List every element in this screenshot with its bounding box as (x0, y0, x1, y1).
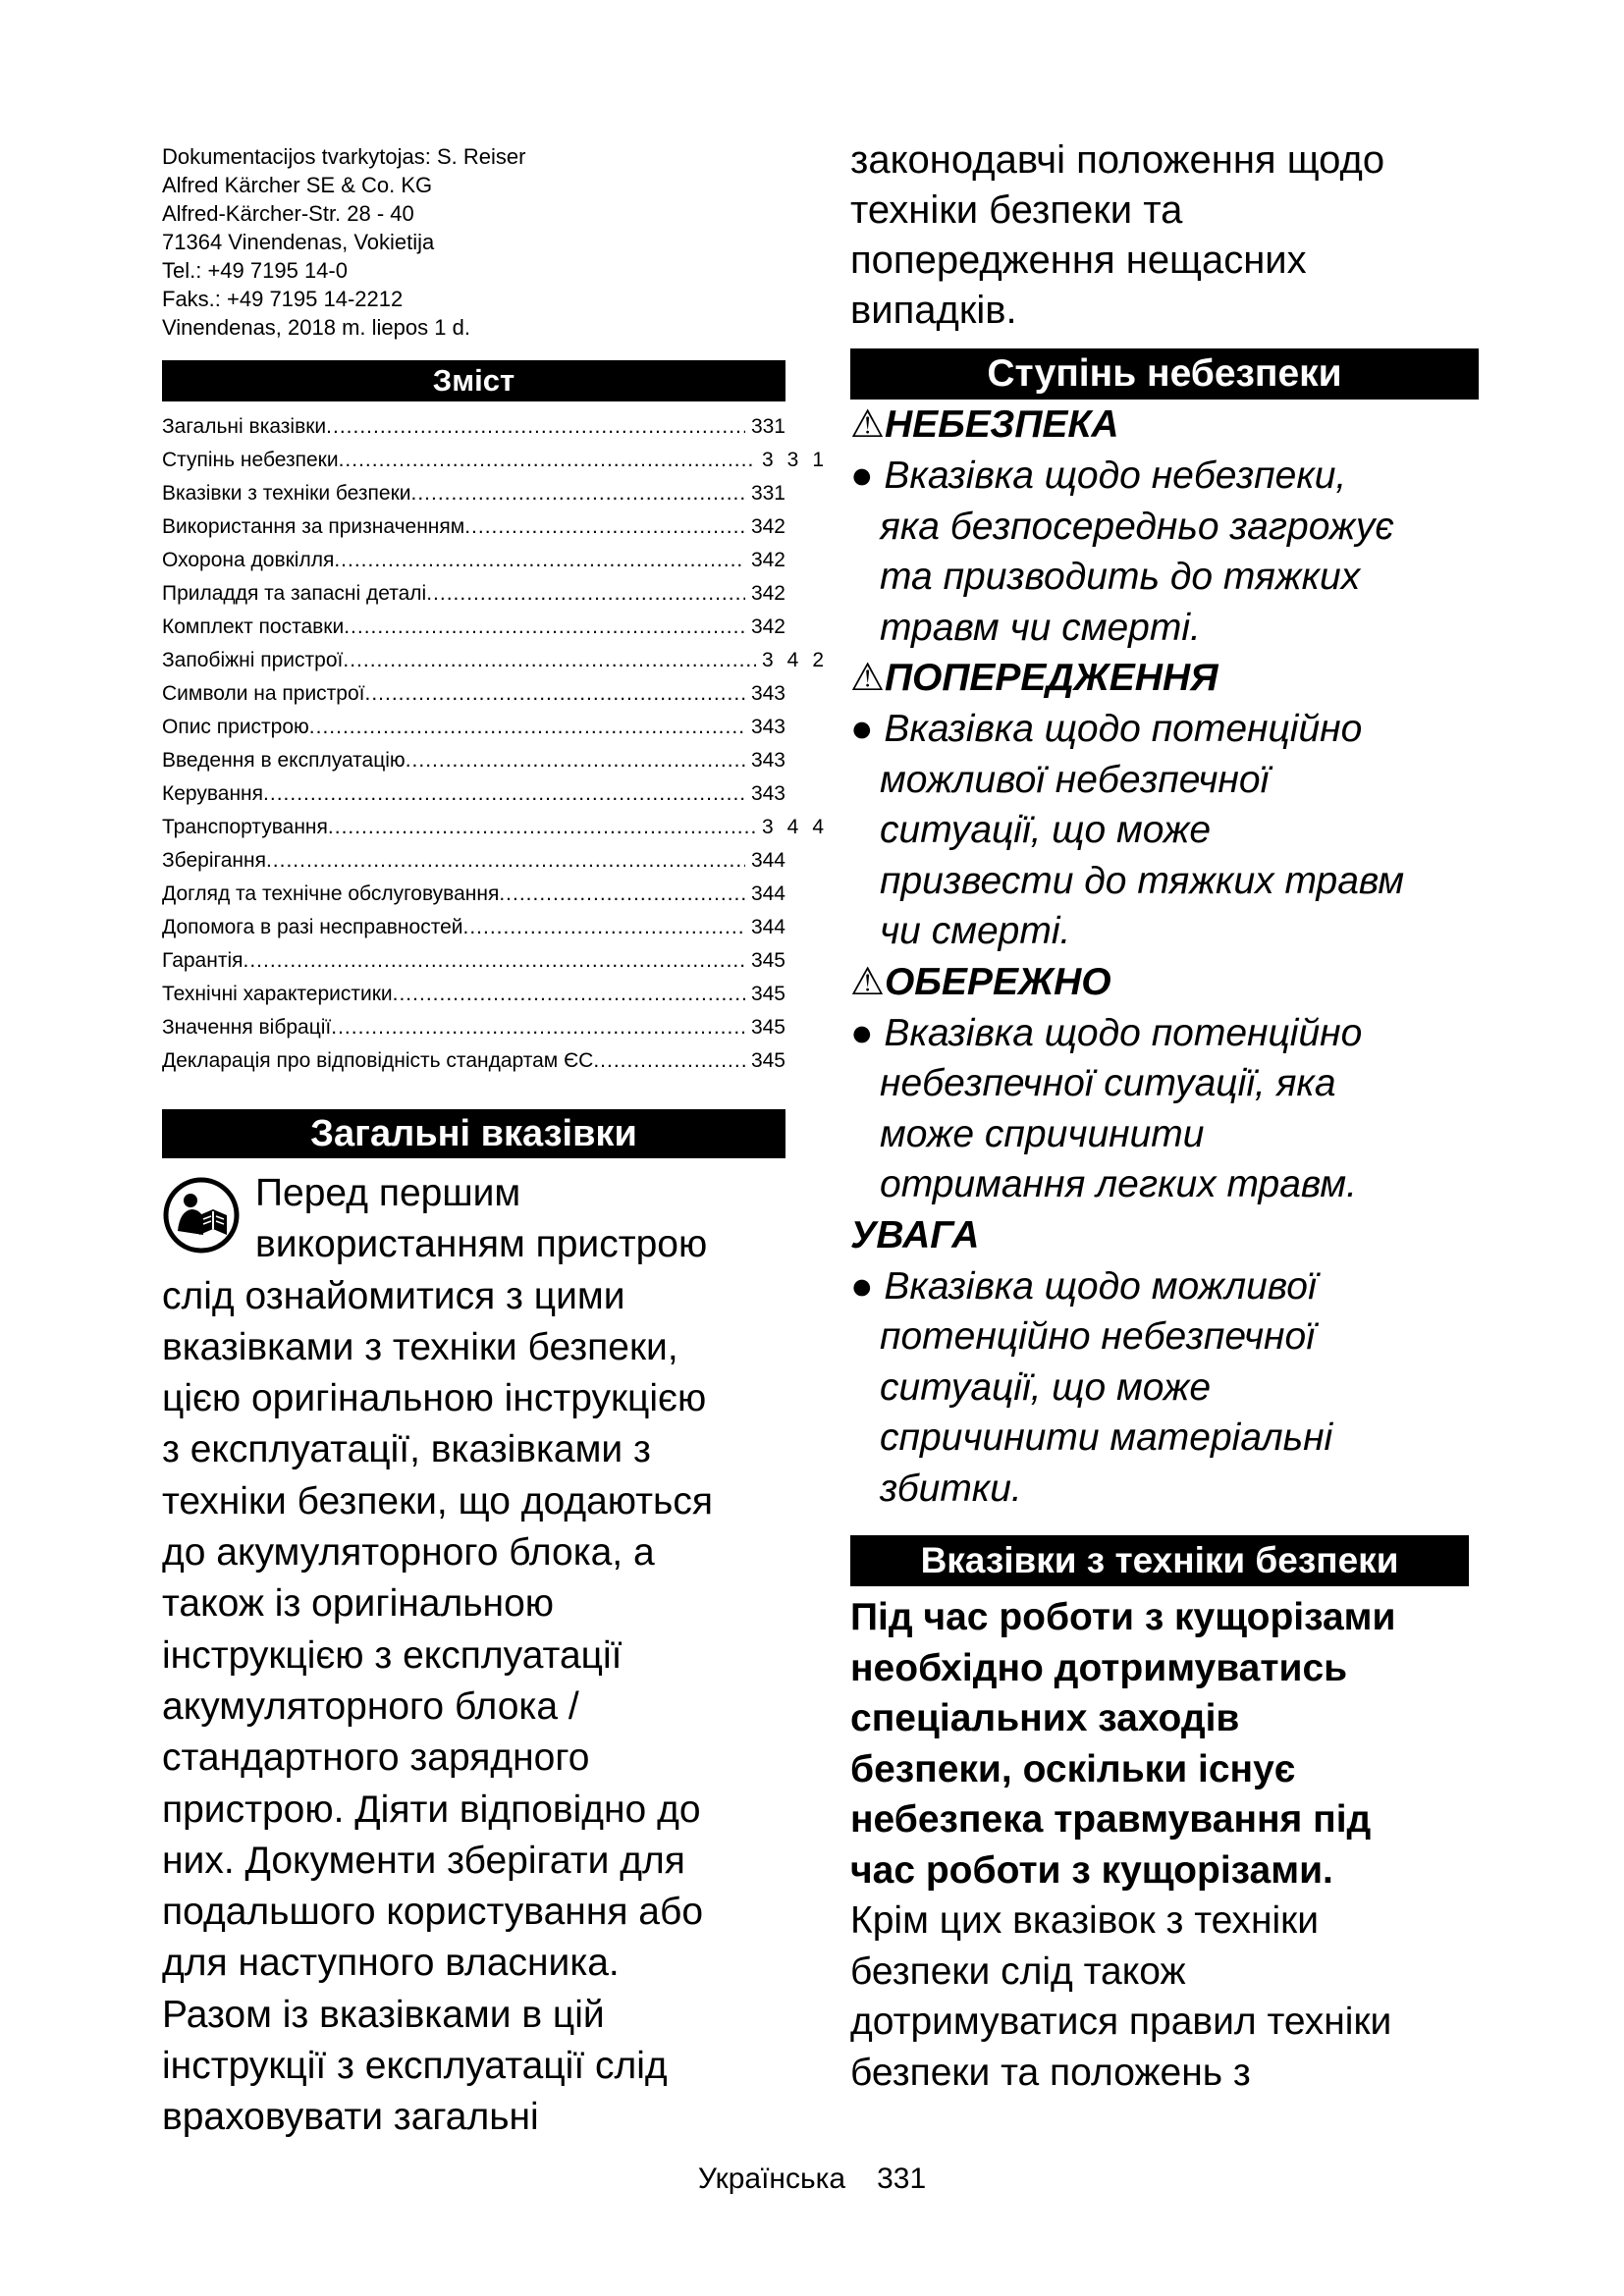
read-manual-icon (162, 1176, 241, 1255)
toc-entry-page: 343 (750, 782, 785, 805)
toc-dot-leader (593, 1049, 745, 1073)
address-line: Alfred Kärcher SE & Co. KG (162, 173, 433, 197)
toc-entry-page: 344 (762, 816, 839, 838)
toc-dot-leader (326, 415, 745, 439)
manufacturer-address (162, 142, 785, 342)
danger-level-name: УВАГА (850, 1213, 980, 1256)
toc-entry-label: Значення вібрації (162, 1016, 332, 1039)
toc-entry (162, 415, 785, 449)
danger-description-line: ситуації, що може (880, 809, 1212, 851)
general-text-line: випадків. (850, 289, 1017, 332)
toc-entry-label: Комплект поставки (162, 615, 345, 638)
footer-language: Українська (697, 2163, 846, 2195)
address-line: Faks.: +49 7195 14-2212 (162, 287, 404, 311)
general-text-line: враховувати загальні (162, 2096, 539, 2139)
toc-entry (162, 515, 785, 549)
toc-entry-label: Введення в експлуатацію (162, 749, 406, 772)
toc-dot-leader (406, 749, 745, 773)
toc-dot-leader (243, 949, 744, 973)
danger-description-line: спричинити матеріальні (880, 1416, 1333, 1459)
toc-entry-label: Догляд та технічне обслуговування (162, 882, 500, 905)
danger-level-heading (850, 653, 1479, 704)
danger-description-line: чи смерті. (880, 910, 1071, 952)
danger-levels-list (850, 400, 1479, 1514)
danger-description-line: ситуації, що може (880, 1365, 1212, 1409)
toc-entry (162, 1049, 785, 1083)
safety-bold-line: Під час роботи з кущорізами (850, 1596, 1396, 1638)
safety-bold-line: спеціальних заходів (850, 1697, 1240, 1739)
toc-entry-label: Охорона довкілля (162, 549, 335, 571)
safety-heading: Вказівки з техніки безпеки (850, 1535, 1469, 1586)
general-text-line: техніки безпеки та (850, 188, 1183, 232)
general-text-line: використанням пристрою (255, 1223, 708, 1266)
toc-entry-page: 342 (762, 649, 839, 671)
toc-entry-label: Зберігання (162, 849, 266, 872)
danger-level-heading (850, 1210, 1479, 1261)
safety-text-line: Крім цих вказівок з техніки (850, 1899, 1320, 1942)
danger-description-line: ● Вказівка щодо небезпеки, (850, 454, 1347, 497)
general-text-line: попередження нещасних (850, 239, 1307, 282)
toc-dot-leader (393, 983, 745, 1006)
toc-entry (162, 716, 785, 749)
toc-entry (162, 983, 785, 1016)
danger-level-description (850, 1261, 1479, 1515)
table-of-contents (162, 415, 839, 1083)
safety-bold-line: час роботи з кущорізами. (850, 1848, 1333, 1892)
warning-triangle-icon: ⚠ (850, 403, 885, 446)
general-text-line: стандартного зарядного (162, 1736, 590, 1780)
address-line: Tel.: +49 7195 14-0 (162, 258, 348, 283)
safety-text (850, 1896, 1479, 2098)
general-text-line: з експлуатації, вказівками з (162, 1428, 651, 1471)
toc-dot-leader (365, 682, 745, 706)
toc-dot-leader (328, 816, 756, 839)
danger-level-name: ОБЕРЕЖНО (884, 960, 1111, 1003)
toc-entry-label: Технічні характеристики (162, 983, 393, 1005)
toc-dot-leader (426, 582, 745, 606)
danger-description-line: можливої небезпечної (880, 758, 1270, 801)
toc-entry-page: 345 (750, 1016, 785, 1039)
toc-entry-page: 345 (750, 983, 785, 1005)
toc-entry (162, 549, 785, 582)
safety-bold-line: необхідно дотримуватись (850, 1646, 1348, 1689)
toc-entry (162, 649, 839, 682)
toc-entry-page: 343 (750, 682, 785, 705)
danger-description-line: ● Вказівка щодо можливої (850, 1264, 1317, 1308)
toc-dot-leader (331, 1016, 745, 1040)
danger-description-line: призвести до тяжких травм (880, 859, 1405, 902)
general-heading: Загальні вказівки (162, 1109, 785, 1158)
page-number: 331 (877, 2163, 927, 2195)
danger-level-description (850, 1008, 1479, 1210)
toc-entry-label: Декларація про відповідність стандартам ЄС (162, 1049, 594, 1072)
safety-text-line: безпеки слід також (850, 1949, 1186, 1993)
general-text-line: інструкцією з експлуатації (162, 1633, 623, 1677)
toc-dot-leader (266, 849, 745, 873)
danger-description-line: отримання легких травм. (880, 1163, 1357, 1205)
right-column (850, 135, 1479, 2098)
toc-entry (162, 482, 785, 515)
danger-level-name: НЕБЕЗПЕКА (884, 403, 1119, 446)
general-text-line: до акумуляторного блока, а (162, 1531, 655, 1575)
toc-entry-label: Використання за призначенням (162, 515, 465, 538)
toc-dot-leader (344, 615, 745, 639)
danger-description-line: та призводить до тяжких (880, 556, 1361, 598)
toc-entry-label: Допомога в разі несправностей (162, 916, 463, 938)
toc-dot-leader (499, 882, 745, 906)
toc-dot-leader (343, 649, 756, 672)
toc-entry-label: Транспортування (162, 816, 328, 838)
general-text-continued (850, 135, 1479, 336)
toc-entry-page: 345 (750, 1049, 785, 1072)
toc-dot-leader (464, 515, 745, 539)
danger-description-line: збитки. (880, 1467, 1022, 1510)
address-line: Vinendenas, 2018 m. liepos 1 d. (162, 315, 470, 340)
toc-entry-page: 342 (750, 515, 785, 538)
danger-levels-heading: Ступінь небезпеки (850, 348, 1479, 400)
safety-bold-line: безпеки, оскільки існує (850, 1747, 1296, 1790)
address-line: 71364 Vinendenas, Vokietija (162, 230, 435, 254)
toc-entry (162, 615, 785, 649)
toc-entry (162, 449, 839, 482)
danger-level-description (850, 451, 1479, 653)
danger-level-name: ПОПЕРЕДЖЕННЯ (884, 657, 1218, 699)
general-text-line: цією оригінальною інструкцією (162, 1377, 707, 1420)
danger-description-line: небезпечної ситуації, яка (880, 1062, 1336, 1104)
toc-dot-leader (463, 916, 745, 939)
toc-entry-label: Гарантія (162, 949, 244, 972)
address-line: Dokumentacijos tvarkytojas: S. Reiser (162, 144, 526, 169)
general-text-line: інструкції з експлуатації слід (162, 2045, 668, 2088)
toc-entry (162, 682, 785, 716)
toc-entry-page: 342 (750, 615, 785, 638)
toc-dot-leader (411, 482, 745, 506)
toc-entry-page: 342 (750, 549, 785, 571)
toc-entry-page: 331 (750, 482, 785, 505)
toc-entry (162, 816, 839, 849)
left-column (162, 142, 839, 2144)
toc-entry-page: 342 (750, 582, 785, 605)
toc-dot-leader (334, 549, 745, 572)
toc-entry-label: Ступінь небезпеки (162, 449, 339, 471)
general-text-line: техніки безпеки, що додаються (162, 1479, 713, 1522)
toc-entry-page: 344 (750, 916, 785, 938)
general-text-line: акумуляторного блока / (162, 1684, 579, 1728)
toc-entry-label: Символи на пристрої (162, 682, 365, 705)
danger-description-line: ● Вказівка щодо потенційно (850, 708, 1363, 750)
toc-entry-label: Вказівки з техніки безпеки (162, 482, 411, 505)
toc-entry (162, 882, 785, 916)
toc-heading: Зміст (162, 360, 785, 401)
safety-text-line: безпеки та положень з (850, 2051, 1251, 2094)
danger-description-line: яка безпосередньо загрожує (880, 505, 1394, 548)
general-text (162, 1168, 785, 2144)
toc-entry-page: 331 (762, 449, 839, 471)
danger-level-heading (850, 400, 1479, 451)
danger-level-heading (850, 957, 1479, 1008)
toc-entry-label: Опис пристрою (162, 716, 309, 738)
toc-entry-label: Запобіжні пристрої (162, 649, 344, 671)
page-footer (0, 2163, 1624, 2196)
safety-warning-bold (850, 1592, 1479, 1896)
toc-entry-label: Загальні вказівки (162, 415, 327, 438)
toc-dot-leader (339, 449, 756, 472)
general-text-line: слід ознайомитися з цими (162, 1274, 625, 1317)
danger-description-line: потенційно небезпечної (880, 1315, 1315, 1358)
toc-entry (162, 582, 785, 615)
toc-entry (162, 782, 785, 816)
general-text-line: вказівками з техніки безпеки, (162, 1325, 678, 1368)
general-text-line: також із оригінальною (162, 1582, 555, 1626)
safety-bold-line: небезпека травмування під (850, 1798, 1372, 1841)
general-text-line: пристрою. Діяти відповідно до (162, 1788, 701, 1831)
toc-entry (162, 749, 785, 782)
general-text-line: Разом із вказівками в цій (162, 1993, 605, 2036)
toc-entry-page: 344 (750, 882, 785, 905)
toc-dot-leader (263, 782, 745, 806)
danger-description-line: ● Вказівка щодо потенційно (850, 1011, 1363, 1054)
toc-dot-leader (309, 716, 745, 739)
toc-entry-label: Керування (162, 782, 264, 805)
toc-entry (162, 949, 785, 983)
general-text-line: них. Документи зберігати для (162, 1839, 685, 1882)
toc-entry (162, 1016, 785, 1049)
toc-entry-label: Приладдя та запасні деталі (162, 582, 427, 605)
toc-entry (162, 916, 785, 949)
toc-entry-page: 343 (750, 716, 785, 738)
general-text-line: Перед першим (255, 1172, 521, 1214)
general-text-line: для наступного власника. (162, 1942, 620, 1985)
warning-triangle-icon: ⚠ (850, 657, 885, 699)
toc-entry-page: 344 (750, 849, 785, 872)
danger-description-line: може спричинити (880, 1112, 1205, 1155)
general-text-line: законодавчі положення щодо (850, 138, 1385, 182)
danger-level-description (850, 704, 1479, 957)
toc-entry-page: 343 (750, 749, 785, 772)
toc-entry (162, 849, 785, 882)
toc-entry-page: 345 (750, 949, 785, 972)
address-line: Alfred-Kärcher-Str. 28 - 40 (162, 201, 414, 226)
danger-description-line: травм чи смерті. (880, 606, 1201, 649)
safety-text-line: дотримуватися правил техніки (850, 2001, 1392, 2043)
toc-entry-page: 331 (750, 415, 785, 438)
warning-triangle-icon: ⚠ (850, 960, 885, 1003)
general-text-line: подальшого користування або (162, 1891, 704, 1934)
